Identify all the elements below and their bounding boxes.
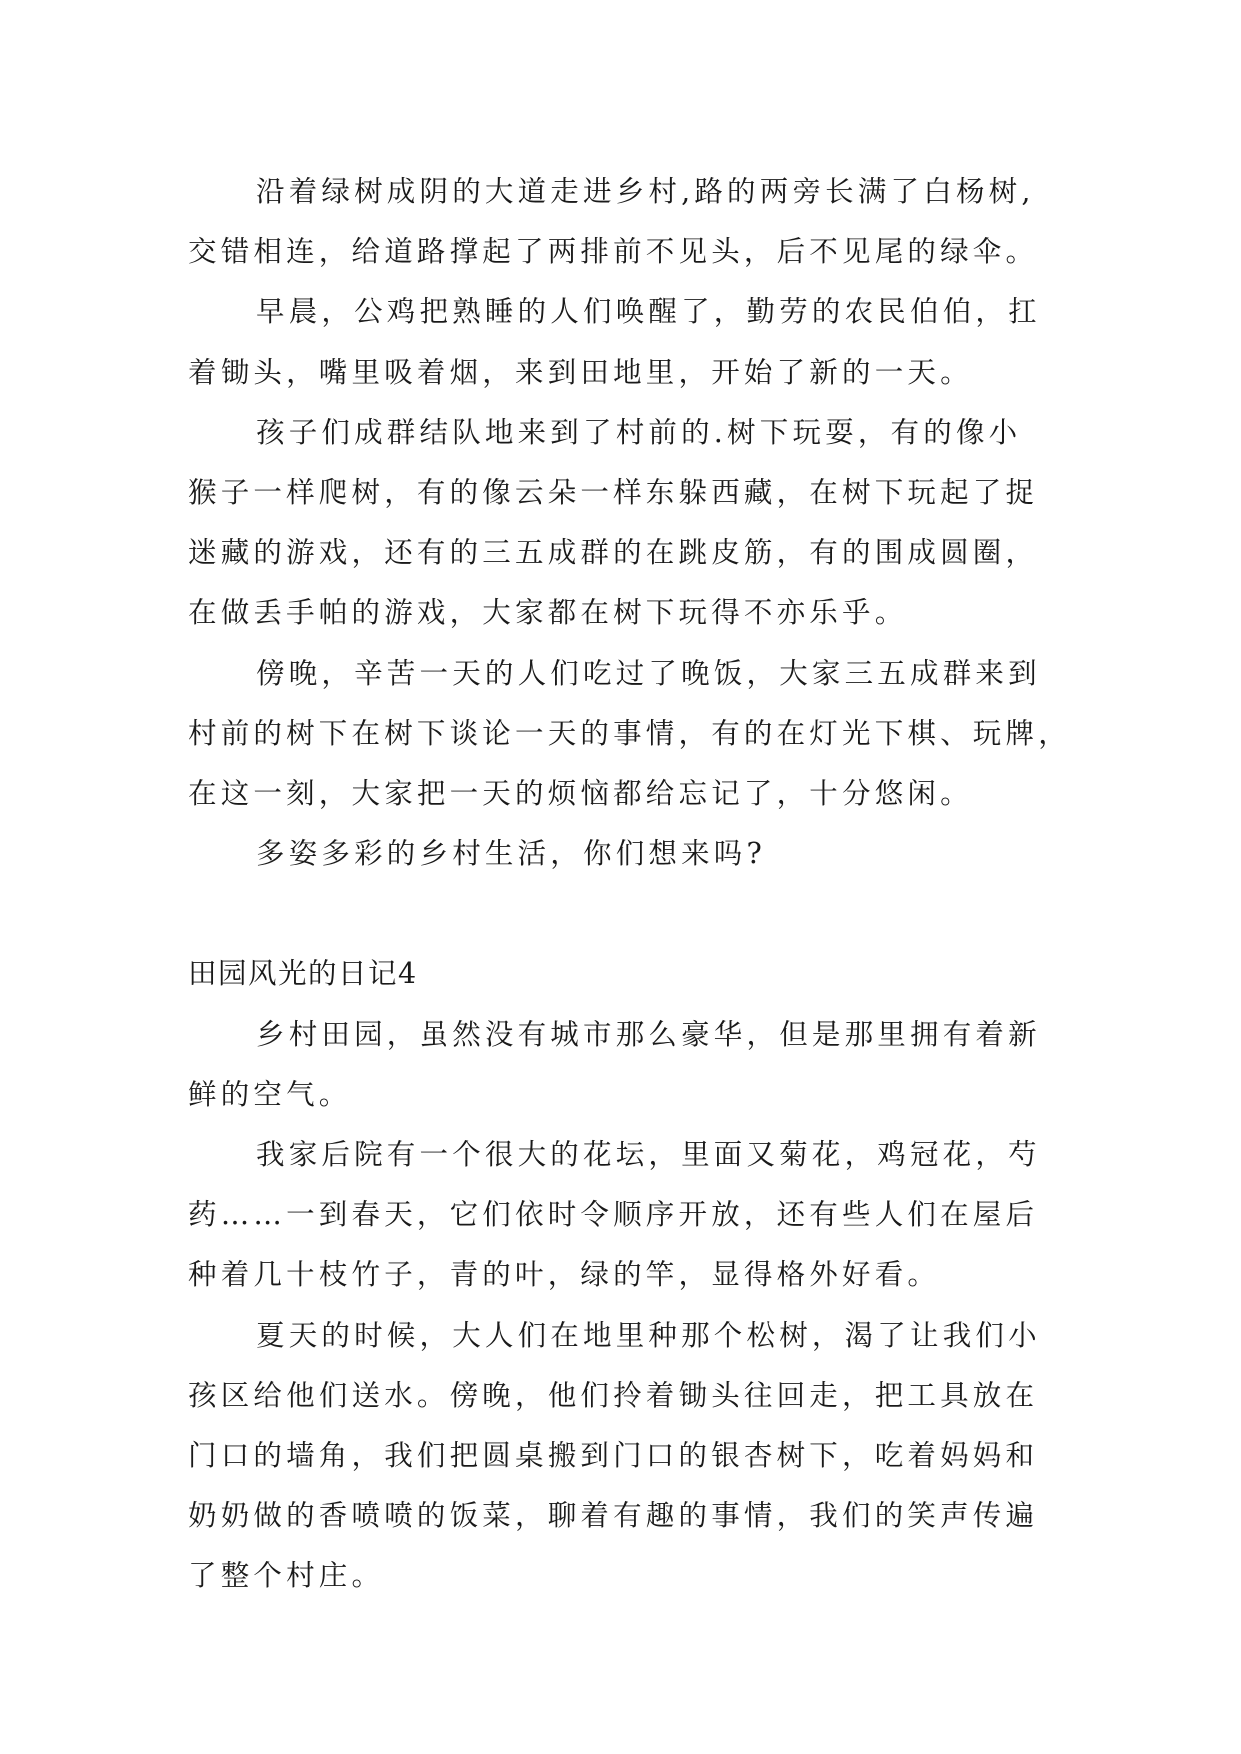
paragraph xyxy=(188,1005,1080,1125)
text-line: 种着几十枝竹子，青的叶，绿的竿，显得格外好看。 xyxy=(188,1258,941,1292)
paragraph xyxy=(188,1125,1080,1306)
text-line: 药……一到春天，它们依时令顺序开放，还有些人们在屋后 xyxy=(188,1198,1039,1232)
text-line: 了整个村庄。 xyxy=(188,1559,385,1593)
text-line: 迷藏的游戏，还有的三五成群的在跳皮筋，有的围成圆圈， xyxy=(188,536,1039,570)
text-line: 早晨，公鸡把熟睡的人们唤醒了，勤劳的农民伯伯，扛 xyxy=(256,295,1041,329)
text-line: 孩区给他们送水。傍晚，他们拎着锄头往回走，把工具放在 xyxy=(188,1378,1039,1412)
text-line: 傍晚，辛苦一天的人们吃过了晚饭，大家三五成群来到 xyxy=(256,656,1041,690)
text-line: 交错相连，给道路撑起了两排前不见头，后不见尾的绿伞。 xyxy=(188,235,1039,269)
text-line: 着锄头，嘴里吸着烟，来到田地里，开始了新的一天。 xyxy=(188,355,973,389)
text-line: 鲜的空气。 xyxy=(188,1077,352,1111)
blank-line xyxy=(188,884,1080,944)
text-line: 门口的墙角，我们把圆桌搬到门口的银杏树下，吃着妈妈和 xyxy=(188,1438,1039,1472)
paragraph xyxy=(188,403,1080,644)
paragraph xyxy=(188,282,1080,402)
paragraph xyxy=(188,162,1080,282)
text-line: 多姿多彩的乡村生活，你们想来吗? xyxy=(256,837,766,871)
paragraph xyxy=(188,644,1080,825)
text-line: 猴子一样爬树，有的像云朵一样东躲西藏，在树下玩起了捉 xyxy=(188,475,1039,509)
text-line: 我家后院有一个很大的花坛，里面又菊花，鸡冠花，芍 xyxy=(256,1138,1041,1171)
section-title: 田园风光的日记4 xyxy=(188,957,418,991)
text-line: 沿着绿树成阴的大道走进乡村,路的两旁长满了白杨树, xyxy=(256,175,1035,208)
text-line: 夏天的时候，大人们在地里种那个松树，渴了让我们小 xyxy=(256,1318,1041,1352)
document-page xyxy=(188,162,1080,1607)
paragraph xyxy=(188,824,1080,884)
text-line: 在这一刻，大家把一天的烦恼都给忘记了，十分悠闲。 xyxy=(188,776,973,810)
text-line: 村前的树下在树下谈论一天的事情，有的在灯光下棋、玩牌， xyxy=(188,716,1071,750)
paragraph xyxy=(188,1306,1080,1607)
text-line: 孩子们成群结队地来到了村前的.树下玩耍，有的像小 xyxy=(256,415,1022,449)
text-line: 在做丢手帕的游戏，大家都在树下玩得不亦乐乎。 xyxy=(188,596,908,630)
text-line: 乡村田园，虽然没有城市那么豪华，但是那里拥有着新 xyxy=(256,1017,1041,1051)
text-line: 奶奶做的香喷喷的饭菜，聊着有趣的事情，我们的笑声传遍 xyxy=(188,1499,1039,1533)
